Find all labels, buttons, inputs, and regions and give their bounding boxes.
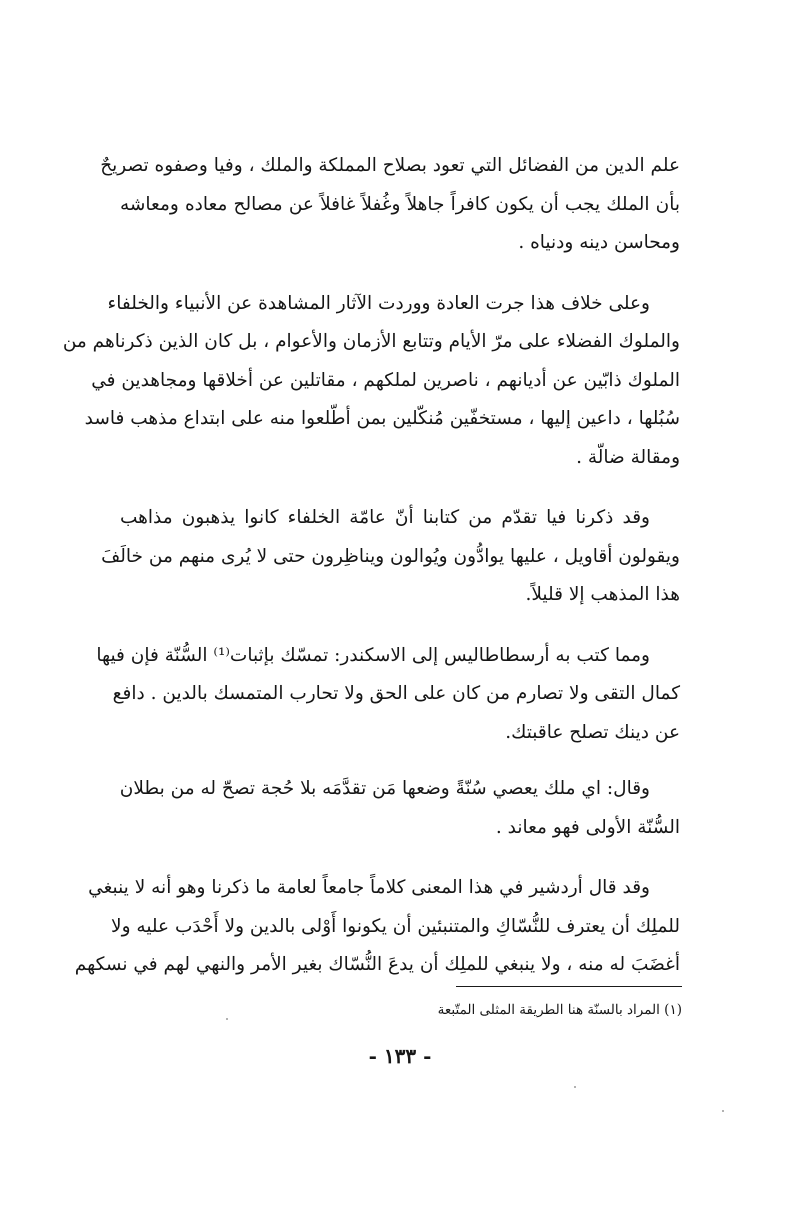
paragraph-4: [96, 637, 680, 753]
text-line: والملوك الفضلاء على مرّ الأيام وتتابع الأزمان والأعوام ، بل كان الذين ذكرناهم من: [62, 331, 680, 352]
scan-speck: [226, 1018, 228, 1020]
footnote: (١) المراد بالسنّة هنا الطريقة المثلى المتّبعة: [437, 1002, 682, 1018]
text-line: وقد قال أردشير في هذا المعنى كلاماً جامعاً لعامة ما ذكرنا وهو أنه لا ينبغي: [88, 877, 650, 898]
text-line: هذا المذهب إلا قليلاً.: [525, 584, 680, 605]
text-line: عن دينك تصلح عاقبتك.: [505, 721, 680, 743]
text-line: بأن الملك يجب أن يكون كافراً جاهلاً وغُفلاً غافلاً عن مصالح معاده ومعاشه: [120, 193, 680, 215]
paragraph-5: [120, 770, 680, 847]
text-line: أغضَبَ له منه ، ولا ينبغي للملِك أن يدعَ النُّسّاك بغير الأمر والنهي لهم في نسكهم: [74, 954, 680, 975]
text-line: ومحاسن دينه ودنياه .: [518, 232, 680, 253]
text-line: وعلى خلاف هذا جرت العادة ووردت الآثار المشاهدة عن الأنبياء والخلفاء: [107, 292, 650, 314]
page-number: - ١٣٣ -: [368, 1044, 432, 1068]
paragraph-6: [74, 869, 680, 985]
text-line: ومما كتب به أرسطاطاليس إلى الاسكندر: تمسّك بإثبات⁽¹⁾ السُّنّة فإن فيها: [96, 644, 650, 666]
paragraph-1: [100, 147, 680, 263]
text-line: كمال التقى ولا تصارم من كان على الحق ولا تحارب المتمسك بالدين . دافع: [112, 683, 680, 704]
paragraph-3: [101, 499, 680, 615]
text-line: ويقولون أقاويل ، عليها يوادُّون ويُوالون ويناظِرون حتى لا يُرى منهم من خالَفَ: [101, 545, 680, 567]
text-line: ومقالة ضالّة .: [576, 446, 680, 468]
text-line: السُّنّة الأولى فهو معاند .: [495, 816, 680, 838]
text-line: وقال: اي ملك يعصي سُنّةً وضعها مَن تقدَّمَه بلا حُجة تصحّ له من بطلان: [119, 778, 650, 799]
scan-speck: [574, 1086, 576, 1088]
text-line: علم الدين من الفضائل التي تعود بصلاح المملكة والملك ، وفيا وصفوه تصريحٌ: [100, 155, 680, 176]
paragraph-2: [62, 285, 680, 478]
text-line: الملوك ذابّين عن أديانهم ، ناصرين لملكهم ، مقاتلين عن أخلاقها ومجاهدين في: [91, 369, 680, 391]
body-text: [62, 147, 680, 985]
footnote-divider: [456, 986, 682, 987]
text-line: سُبُلها ، داعين إليها ، مستخفّين مُنكّلين بمن أطّلعوا منه على ابتداع مذهب فاسد: [84, 408, 680, 429]
text-line: وقد ذكرنا فيا تقدّم من كتابنا أنّ عامّة الخلفاء كانوا يذهبون مذاهب: [120, 507, 650, 528]
scan-speck: [722, 1110, 724, 1112]
text-line: للملِك أن يعترف للنُّسّاكِ والمتنبئين أن يكونوا أَوْلى بالدين ولا أَحْدَب عليه ولا: [111, 915, 680, 937]
